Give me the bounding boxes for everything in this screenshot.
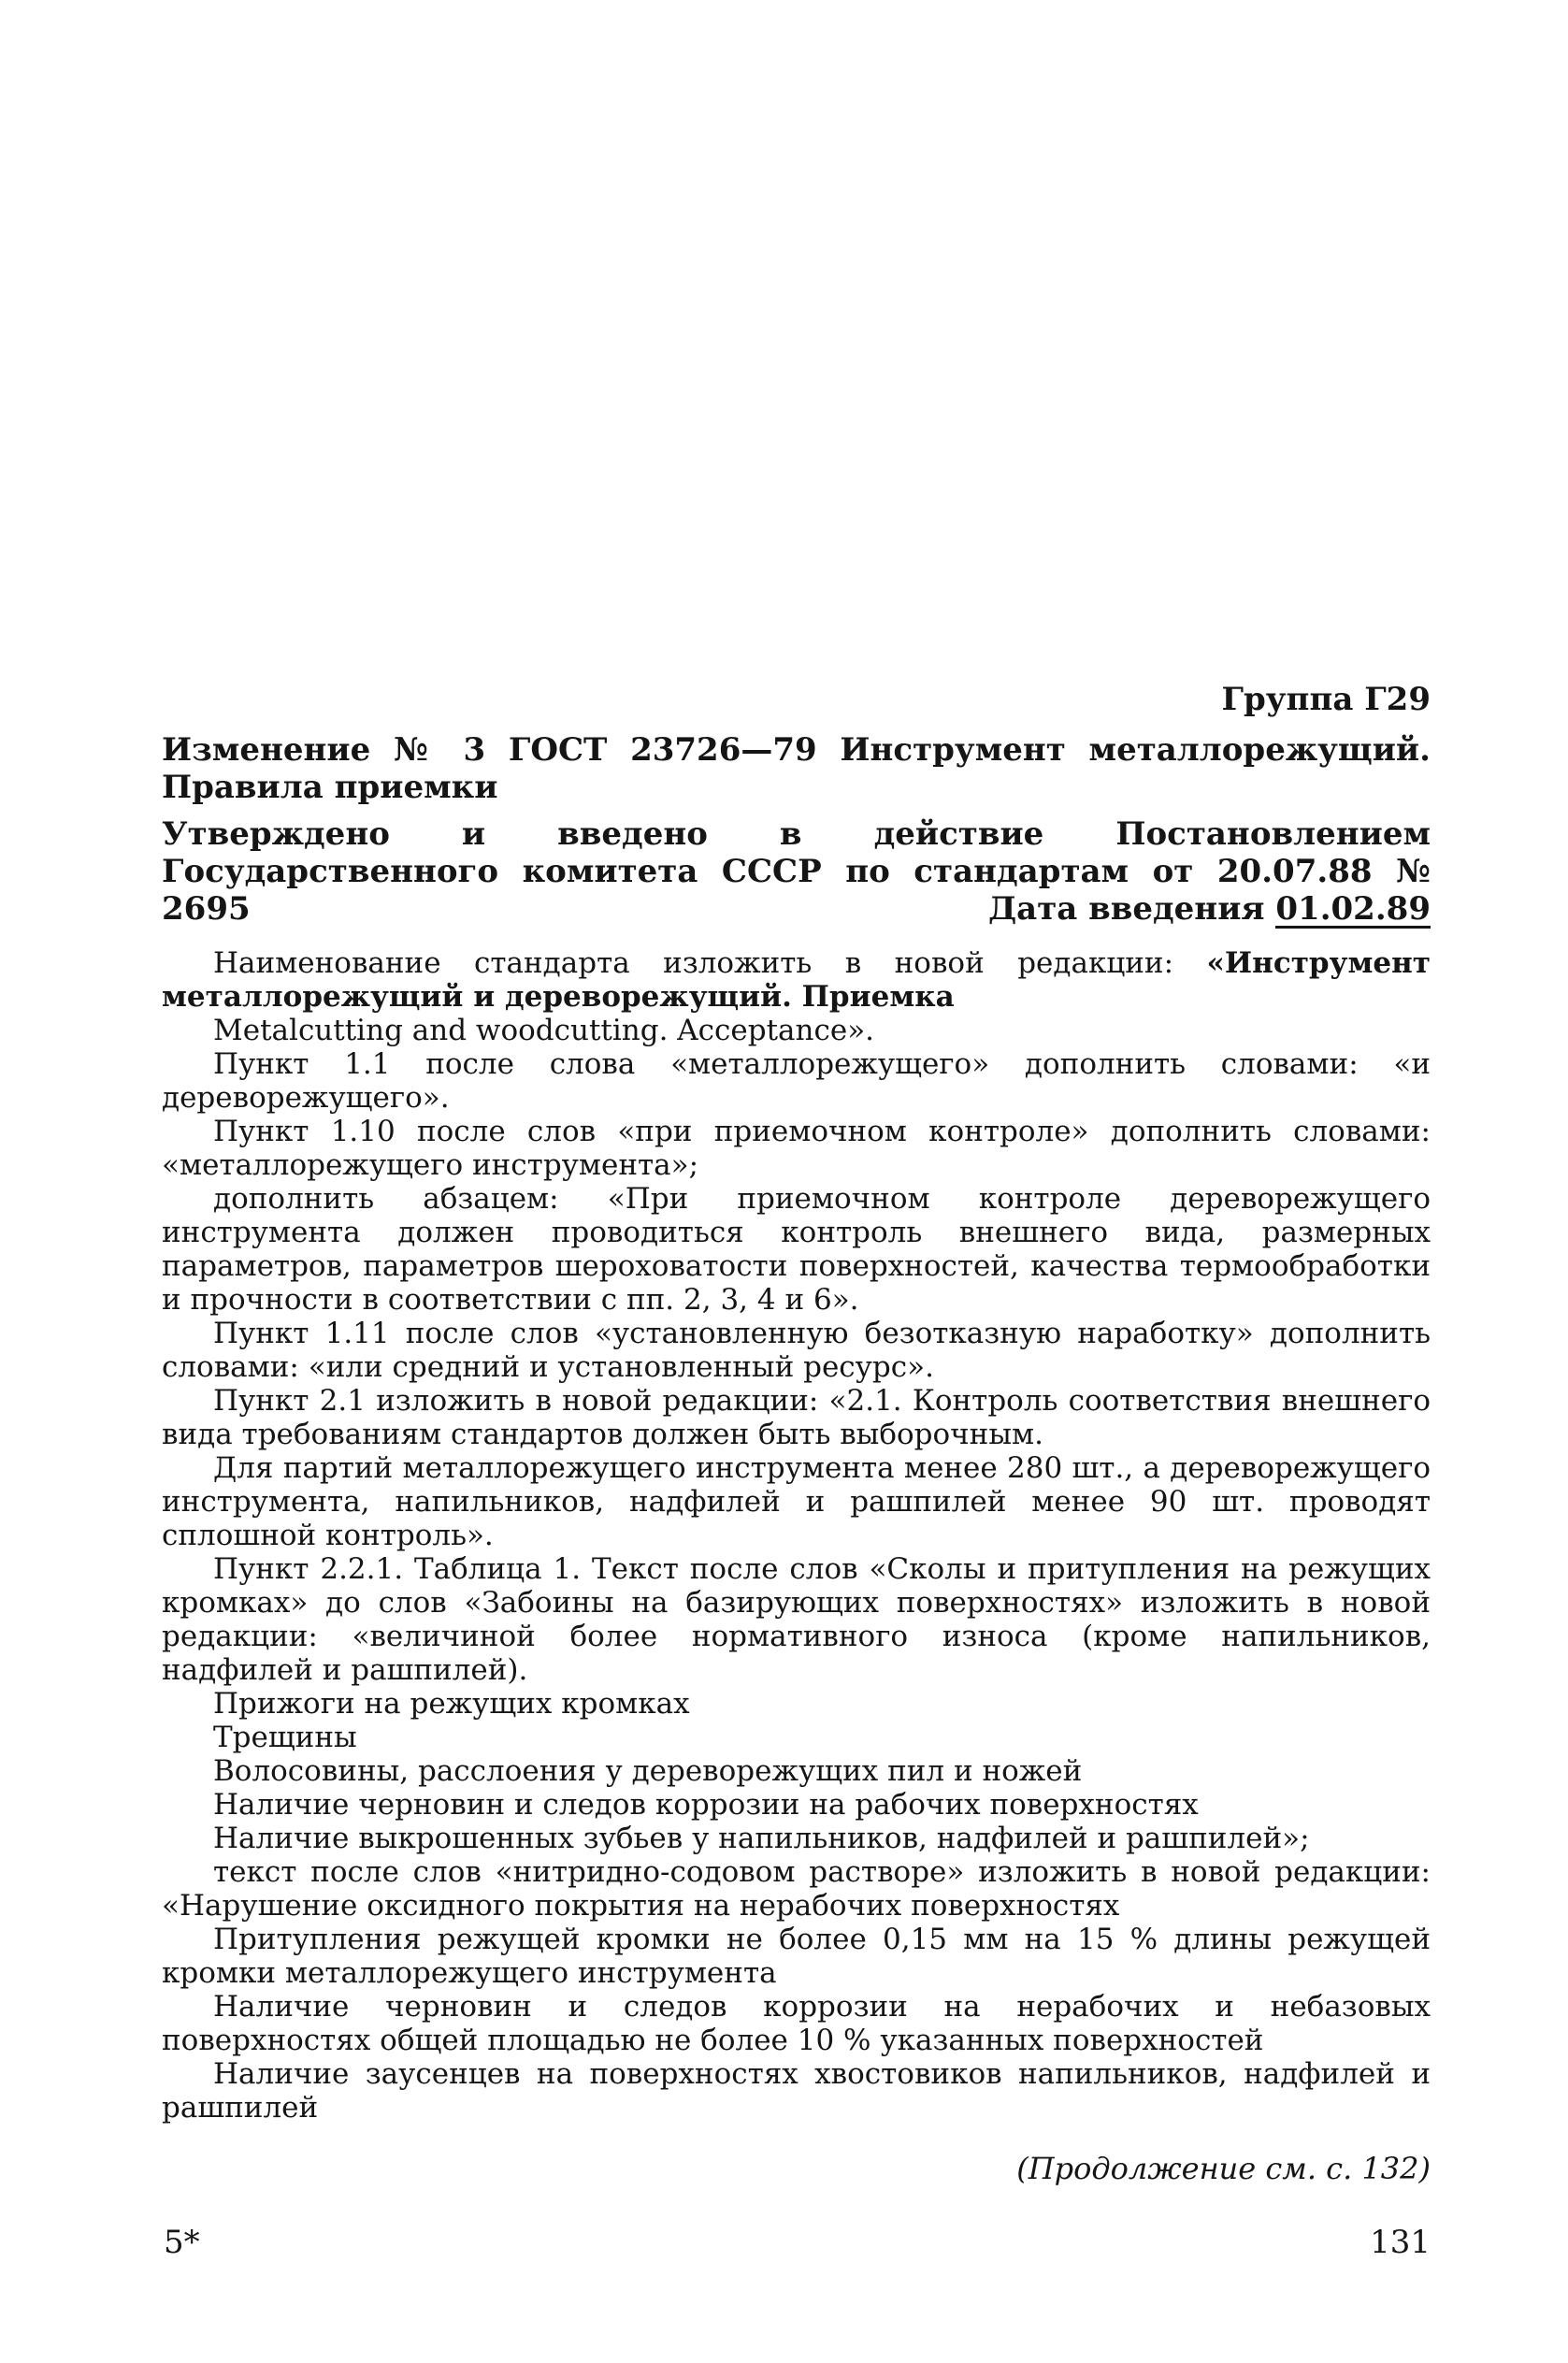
signature-mark: 5* [164,2224,200,2261]
paragraph-title-change-text: Наименование стандарта изложить в новой редакции: [213,946,1207,980]
paragraph-item-1-11: Пункт 1.11 после слов «установленную безотказную наработку» дополнить словами: «или средний и установленный ресурс». [162,1317,1431,1384]
paragraph-item-1-1: Пункт 1.1 после слова «металлорежущего» дополнить словами: «и дереворежущего». [162,1047,1431,1115]
paragraph-item-1-10: Пункт 1.10 после слов «при приемочном контроле» дополнить словами: «металлорежущего инструмента»; [162,1115,1431,1182]
list-item-chipped-teeth: Наличие выкрошенных зубьев у напильников, надфилей и рашпилей»; [213,1822,1310,1855]
paragraph-additional: дополнить абзацем: «При приемочном контроле дереворежущего инструмента должен проводиться контроль внешнего вида, размерных параметров, параметров шероховатости поверхностей, качества термообработки и прочности в соответствии с пп. 2, 3, 4 и 6». [162,1182,1431,1317]
page-number: 131 [1370,2224,1431,2261]
list-item-blunting: Притупления режущей кромки не более 0,15 мм на 15 % длины режущей кромки металлорежущего инструмента [162,1923,1431,1990]
effective-date-value: 01.02.89 [1275,890,1431,928]
list-item-hairlines: Волосовины, расслоения у дереворежущих пил и ножей [213,1754,1083,1788]
effective-date-label: Дата введения [987,890,1265,928]
list-item-corrosion-working: Наличие черновин и следов коррозии на рабочих поверхностях [213,1788,1199,1822]
document-body [162,946,1431,2125]
paragraph-title-change [162,946,1431,1014]
paragraph-item-2-1: Пункт 2.1 изложить в новой редакции: «2.1. Контроль соответствия внешнего вида требованиям стандартов должен быть выборочным. [162,1384,1431,1451]
paragraph-item-2-2-1: Пункт 2.2.1. Таблица 1. Текст после слов «Сколы и притупления на режущих кромках» до слов «Забоины на базирующих поверхностях» изложить в новой редакции: «величиной более нормативного износа (кроме напильников, надфилей и рашпилей). [162,1552,1431,1687]
paragraph-english-title: Metalcutting and woodcutting. Acceptance». [213,1014,875,1047]
approval-statement: Утверждено и введено в действие Постановлением Государственного комитета СССР по стандартам от 20.07.88 № 2695 [162,815,1431,928]
list-item-burrs: Наличие заусенцев на поверхностях хвостовиков напильников, надфилей и рашпилей [162,2057,1431,2125]
effective-date [162,890,1431,929]
paragraph-batches: Для партий металлорежущего инструмента менее 280 шт., а дереворежущего инструмента, напильников, надфилей и рашпилей менее 90 шт. проводят сплошной контроль». [162,1451,1431,1552]
paragraph-nitride-text: текст после слов «нитридно-содовом растворе» изложить в новой редакции: «Нарушение оксидного покрытия на нерабочих поверхностях [162,1855,1431,1923]
list-item-burns: Прижоги на режущих кромках [213,1687,690,1721]
list-item-cracks: Трещины [213,1721,357,1754]
list-item-corrosion-nonworking: Наличие черновин и следов коррозии на нерабочих и небазовых поверхностях общей площадью не более 10 % указанных поверхностей [162,1990,1431,2057]
change-title: Изменение № 3 ГОСТ 23726—79 Инструмент металлорежущий. Правила приемки [162,731,1431,806]
continuation-note: (Продолжение см. с. 132) [1016,2151,1431,2186]
paragraph-title-change-bold: «Инструмент металлорежущий и дереворежущий. Приемка [162,946,1431,1014]
group-code: Группа Г29 [1221,681,1431,718]
